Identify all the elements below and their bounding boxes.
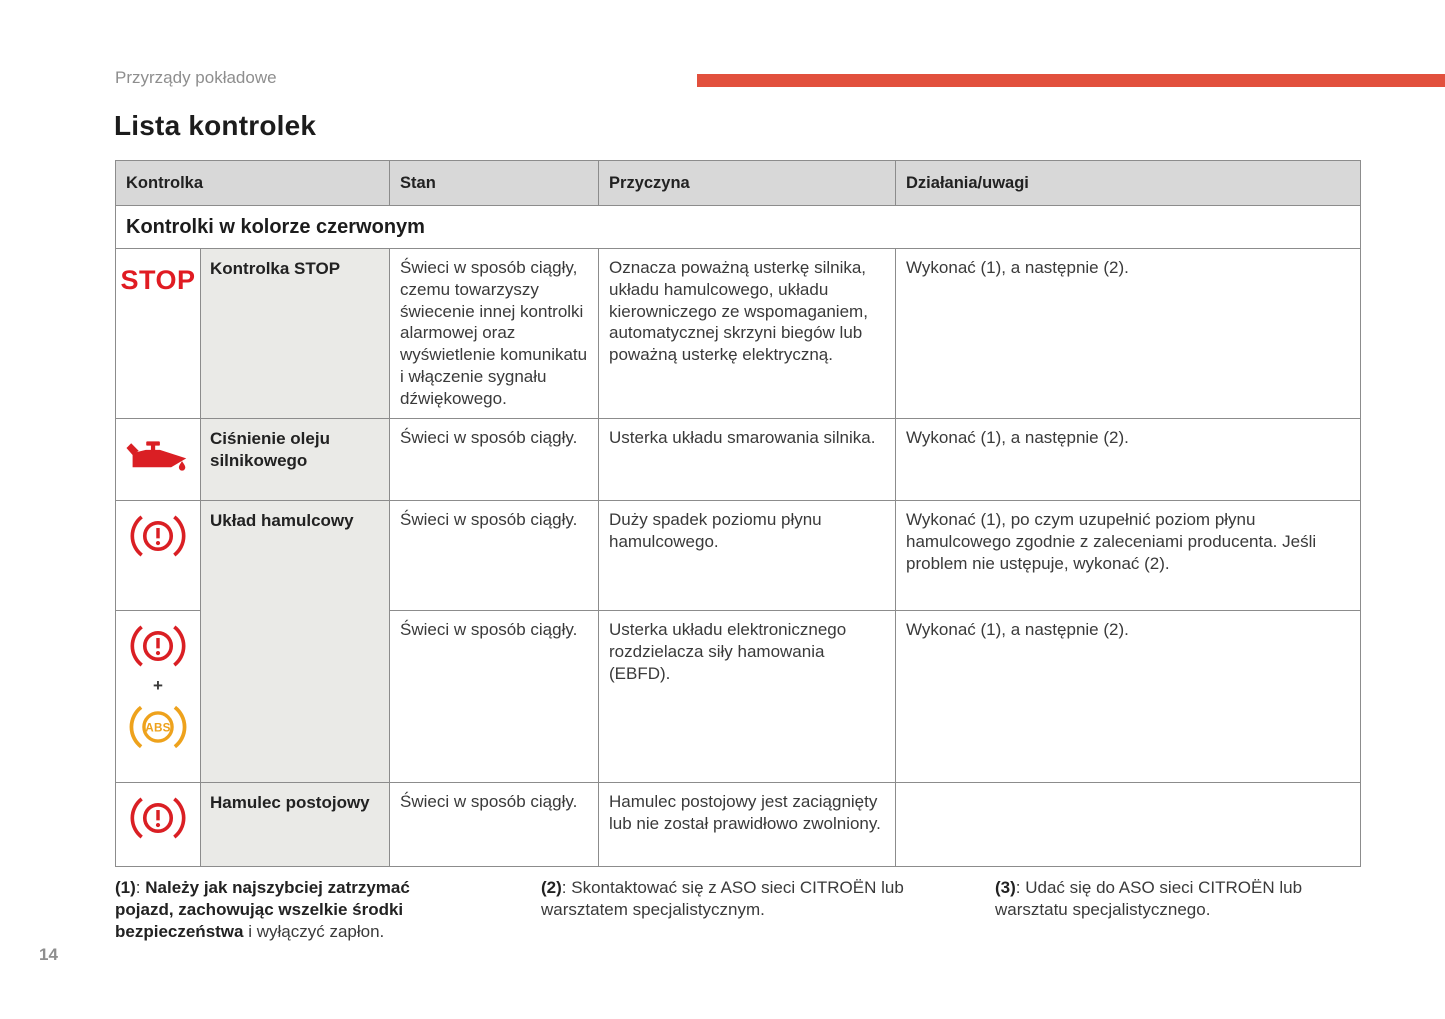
parking-brake-icon bbox=[116, 783, 201, 867]
table-row bbox=[116, 249, 1361, 419]
table-header-row bbox=[116, 161, 1361, 206]
brake-warning-icon bbox=[129, 624, 187, 668]
section-row bbox=[116, 206, 1361, 249]
row-stan: Świeci w sposób ciągły. bbox=[390, 501, 599, 611]
table-row bbox=[116, 783, 1361, 867]
brake-warning-icon bbox=[116, 501, 201, 611]
column-header-stan: Stan bbox=[390, 161, 599, 206]
page-number: 14 bbox=[39, 945, 58, 964]
footnote-label: (2) bbox=[541, 878, 562, 897]
footnote-1 bbox=[115, 877, 463, 943]
column-header-przyczyna: Przyczyna bbox=[599, 161, 896, 206]
row-przyczyna: Duży spadek poziomu płynu hamulcowego. bbox=[599, 501, 896, 611]
row-dzialania: Wykonać (1), a następnie (2). bbox=[896, 611, 1361, 783]
footnote-text: i wyłączyć zapłon. bbox=[243, 922, 385, 942]
accent-bar bbox=[697, 74, 1445, 87]
footnote-text: Udać się do ASO sieci CITROËN lub warsztatu specjalistycznego. bbox=[995, 878, 1303, 920]
row-stan: Świeci w sposób ciągły. bbox=[390, 419, 599, 501]
row-przyczyna: Usterka układu elektronicznego rozdzielacza siły hamowania (EBFD). bbox=[599, 611, 896, 783]
row-przyczyna: Oznacza poważną usterkę silnika, układu hamulcowego, układu kierowniczego ze wspomaganiem, automatycznej skrzyni biegów lub poważną usterkę elektryczną. bbox=[599, 249, 896, 419]
footnote-3 bbox=[995, 877, 1367, 921]
plus-sign: + bbox=[153, 676, 163, 695]
column-header-dzialania: Działania/uwagi bbox=[896, 161, 1361, 206]
table-row bbox=[116, 501, 1361, 611]
stop-lamp-text: STOP bbox=[120, 265, 196, 295]
row-przyczyna: Usterka układu smarowania silnika. bbox=[599, 419, 896, 501]
row-stan: Świeci w sposób ciągły. bbox=[390, 783, 599, 867]
row-przyczyna: Hamulec postojowy jest zaciągnięty lub nie został prawidłowo zwolniony. bbox=[599, 783, 896, 867]
stop-warning-icon bbox=[116, 249, 201, 419]
footnote-label: (3) bbox=[995, 878, 1016, 897]
page-title: Lista kontrolek bbox=[114, 110, 317, 141]
section-title: Kontrolki w kolorze czerwonym bbox=[116, 206, 1361, 249]
footnote-2 bbox=[541, 877, 929, 921]
row-dzialania: Wykonać (1), a następnie (2). bbox=[896, 419, 1361, 501]
row-name: Ciśnienie oleju silnikowego bbox=[201, 419, 390, 501]
brake-plus-abs-icons bbox=[116, 611, 201, 783]
row-stan: Świeci w sposób ciągły. bbox=[390, 611, 599, 783]
abs-warning-icon bbox=[128, 703, 188, 751]
column-header-kontrolka: Kontrolka bbox=[116, 161, 390, 206]
footnote-label: (1) bbox=[115, 878, 136, 897]
footnote-separator: : bbox=[1015, 878, 1026, 897]
warning-lights-table bbox=[115, 160, 1361, 867]
table-row bbox=[116, 419, 1361, 501]
footnote-text: Skontaktować się z ASO sieci CITROËN lub warsztatem specjalistycznym. bbox=[541, 878, 904, 920]
footnote-bold-text: Należy jak najszybciej zatrzymać pojazd, zachowując wszelkie środki bezpieczeństwa bbox=[115, 878, 410, 942]
row-dzialania bbox=[896, 783, 1361, 867]
row-name: Kontrolka STOP bbox=[201, 249, 390, 419]
breadcrumb: Przyrządy pokładowe bbox=[115, 68, 277, 87]
row-name: Hamulec postojowy bbox=[201, 783, 390, 867]
row-dzialania: Wykonać (1), a następnie (2). bbox=[896, 249, 1361, 419]
oil-pressure-icon bbox=[116, 419, 201, 501]
footnote-separator: : bbox=[561, 878, 572, 897]
row-stan: Świeci w sposób ciągły, czemu towarzyszy świecenie innej kontrolki alarmowej oraz wyświetlenie komunikatu i włączenie sygnału dźwiękowego. bbox=[390, 249, 599, 419]
footnote-separator: : bbox=[135, 878, 146, 897]
row-name: Układ hamulcowy bbox=[201, 501, 390, 783]
row-dzialania: Wykonać (1), po czym uzupełnić poziom płynu hamulcowego zgodnie z zaleceniami producenta. Jeśli problem nie ustępuje, wykonać (2). bbox=[896, 501, 1361, 611]
